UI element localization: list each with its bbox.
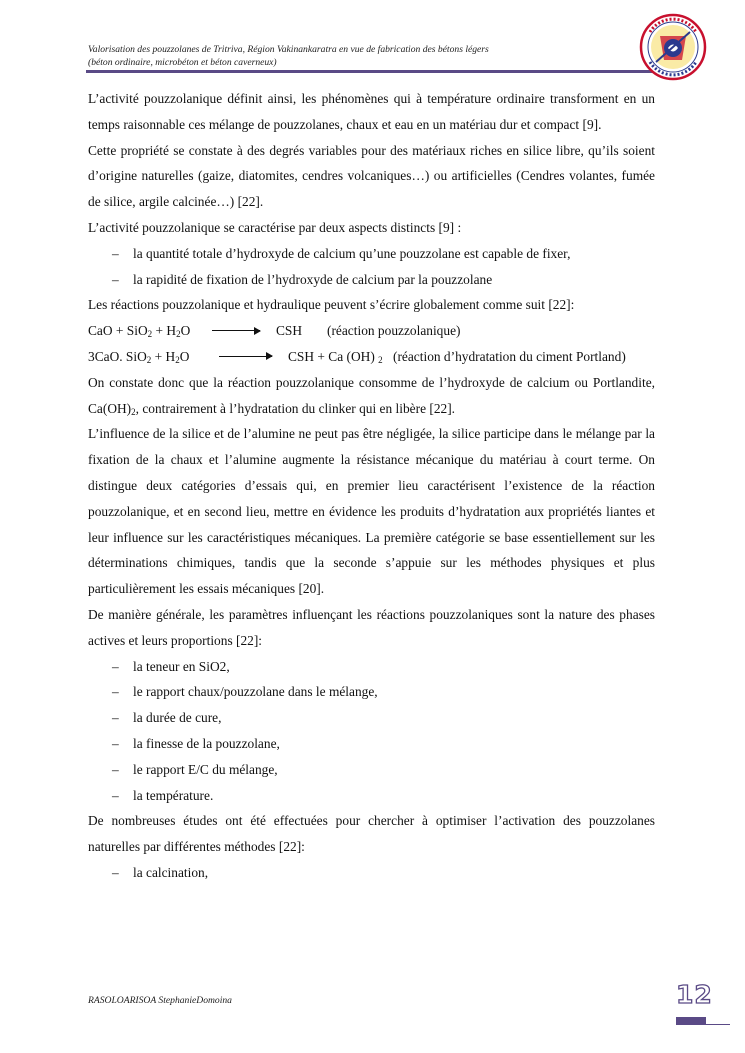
list-item [88, 241, 655, 267]
list-dash: – [112, 271, 119, 287]
paragraph: De manière générale, les paramètres influençant les réactions pouzzolaniques sont la nature des phases actives et leurs proportions [22]: [88, 606, 655, 648]
equation-note: (réaction pouzzolanique) [327, 323, 461, 339]
header-rule [86, 70, 658, 73]
list-item [88, 860, 655, 886]
paragraph: De nombreuses études ont été effectuées pour chercher à optimiser l’activation des pouzzolanes naturelles par différentes méthodes [22]: [88, 813, 655, 855]
list-item [88, 679, 655, 705]
footer-author: RASOLOARISOA StephanieDomoina [88, 995, 232, 1006]
list-dash: – [112, 684, 119, 700]
list-item [88, 654, 655, 680]
equation-reactants: CaO + $SiO_2 + H_2O$ [88, 323, 191, 340]
list-dash: – [112, 761, 119, 777]
reaction-arrow-icon [219, 356, 272, 357]
paragraph: Cette propriété se constate à des degrés variables pour des matériaux riches en silice libre, qu’ils soient d’origine naturelles (gaize, diatomites, cendres volcaniques…) ou artificielles (Cendres volantes, fumée de silice, argile calcinée…) [22]. [88, 142, 655, 210]
list-dash: – [112, 787, 119, 803]
list-item [88, 783, 655, 809]
equation-pozzolanic [88, 318, 655, 344]
list-item-text: la teneur en SiO2, [133, 658, 230, 674]
equation-product: CSH [276, 323, 303, 339]
list-item-text: la quantité totale d’hydroxyde de calcium qu’une pouzzolane est capable de fixer, [133, 245, 571, 261]
equation-note: (réaction d’hydratation du ciment Portland) [393, 348, 626, 364]
page-number: 12 [676, 980, 713, 1009]
list-item [88, 757, 655, 783]
equation-hydration [88, 344, 655, 370]
page-body [88, 86, 655, 886]
equation-product: CSH + Ca (OH) $_2$ [288, 348, 383, 365]
list-item-text: le rapport chaux/pouzzolane dans le mélange, [133, 684, 378, 700]
list-dash: – [112, 735, 119, 751]
running-header [88, 43, 608, 69]
header-line-1: Valorisation des pouzzolanes de Tritriva, Région Vakinankaratra en vue de fabrication des bétons légers [88, 44, 489, 55]
list-item-text: le rapport E/C du mélange, [133, 761, 278, 777]
paragraph: L’influence de la silice et de l’alumine ne peut pas être négligée, la silice participe dans le mélange par la fixation de la chaux et l’alumine augmente la résistance mécanique du matériau à court terme. On distingue deux catégories d’essais qui, en premier lieu caractérisent l’existence de la réaction pouzzolanique, et en second lieu, mettre en évidence les produits d’hydratation aux propriétés liantes et leur influence sur les caractéristiques mécaniques. La première catégorie se base essentiellement sur les déterminations chimiques, tandis que la seconde s’appuie sur les méthodes physiques et plus particulièrement les essais mécaniques [20]. [88, 426, 655, 597]
list-item-text: la température. [133, 787, 214, 803]
list-item [88, 731, 655, 757]
list-item-text: la calcination, [133, 864, 209, 880]
list-dash: – [112, 245, 119, 261]
list-item-text: la finesse de la pouzzolane, [133, 735, 280, 751]
university-seal-icon [638, 12, 708, 82]
list-item-text: la durée de cure, [133, 710, 222, 726]
paragraph: L’activité pouzzolanique se caractérise par deux aspects distincts [9] : [88, 219, 462, 235]
reaction-arrow-icon [212, 330, 260, 331]
list-item [88, 705, 655, 731]
list-dash: – [112, 864, 119, 880]
list-dash: – [112, 710, 119, 726]
list-item [88, 267, 655, 293]
list-item-text: la rapidité de fixation de l’hydroxyde de calcium par la pouzzolane [133, 271, 493, 287]
equation-reactants: 3CaO. $SiO_2 + H_2O$ [88, 348, 190, 365]
paragraph: Les réactions pouzzolanique et hydraulique peuvent s’écrire globalement comme suit [22]: [88, 297, 575, 313]
paragraph: L’activité pouzzolanique définit ainsi, les phénomènes qui à température ordinaire transforment en un temps raisonnable ces mélange de pouzzolanes, chaux et eau en un matériau dur et compact [9]. [88, 91, 655, 132]
page-number-rule [706, 1024, 730, 1025]
list-dash: – [112, 658, 119, 674]
paragraph: On constate donc que la réaction pouzzolanique consomme de l’hydroxyde de calcium ou Portlandite, $Ca(OH)_2$, contrairement à l’hydratation du clinker qui en libère [22]. [88, 374, 655, 417]
page-number-bar [676, 1017, 706, 1025]
header-line-2: (béton ordinaire, microbéton et béton caverneux) [88, 57, 277, 68]
